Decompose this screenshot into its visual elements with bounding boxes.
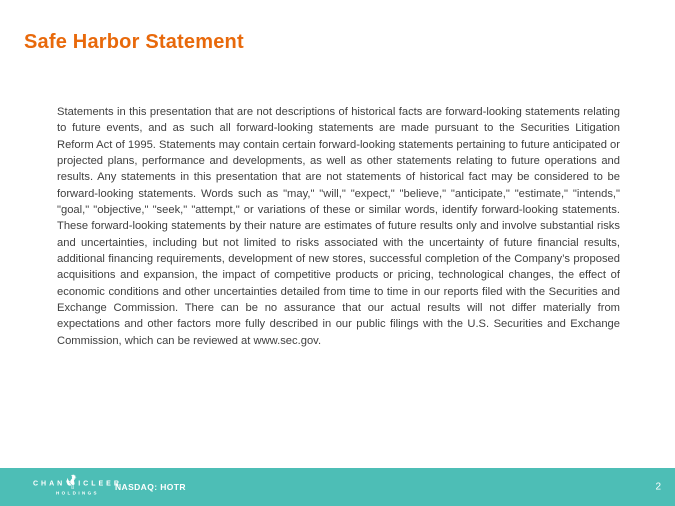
nasdaq-ticker: NASDAQ: HOTR <box>115 482 186 492</box>
logo-text-right: ICLEER <box>78 480 122 488</box>
chanticleer-logo <box>33 479 122 496</box>
safe-harbor-paragraph: Statements in this presentation that are not descriptions of historical facts are forward-looking statements relating to future events, and as such all forward-looking statements are made pursuant to the Securities Litigation Reform Act of 1995. Statements may contain certain forward-looking statements pertaining to future anticipated or projected plans, performance and developments, as well as other statements relating to future operations and results. Any statements in this presentation that are not statements of historical fact may be considered to be forward-looking statements. Words such as "may," "will," "expect," "believe," "anticipate," "estimate," "intends," "goal," "objective," "seek," "attempt," or variations of these or similar words, identify forward-looking statements. These forward-looking statements by their nature are estimates of future results only and involve substantial risks and uncertainties, including but not limited to risks associated with the uncertainty of future financial results, additional financing requirements, development of new stores, successful completion of the Company’s proposed acquisitions and expansion, the impact of competitive products or pricing, technological changes, the effect of economic conditions and other uncertainties detailed from time to time in our reports filed with the Securities and Exchange Commission. There can be no assurance that our actual results will not differ materially from expectations and other factors more fully described in our public filings with the U.S. Securities and Exchange Commission, which can be reviewed at www.sec.gov. <box>57 106 620 347</box>
page-number: 2 <box>655 481 661 493</box>
logo-subtitle: HOLDINGS <box>55 490 99 496</box>
page-title: Safe Harbor Statement <box>24 31 244 53</box>
rooster-icon <box>66 475 77 490</box>
logo-top-row <box>33 479 122 490</box>
footer-bar <box>0 468 675 506</box>
logo-text-left: CHAN <box>33 480 66 488</box>
